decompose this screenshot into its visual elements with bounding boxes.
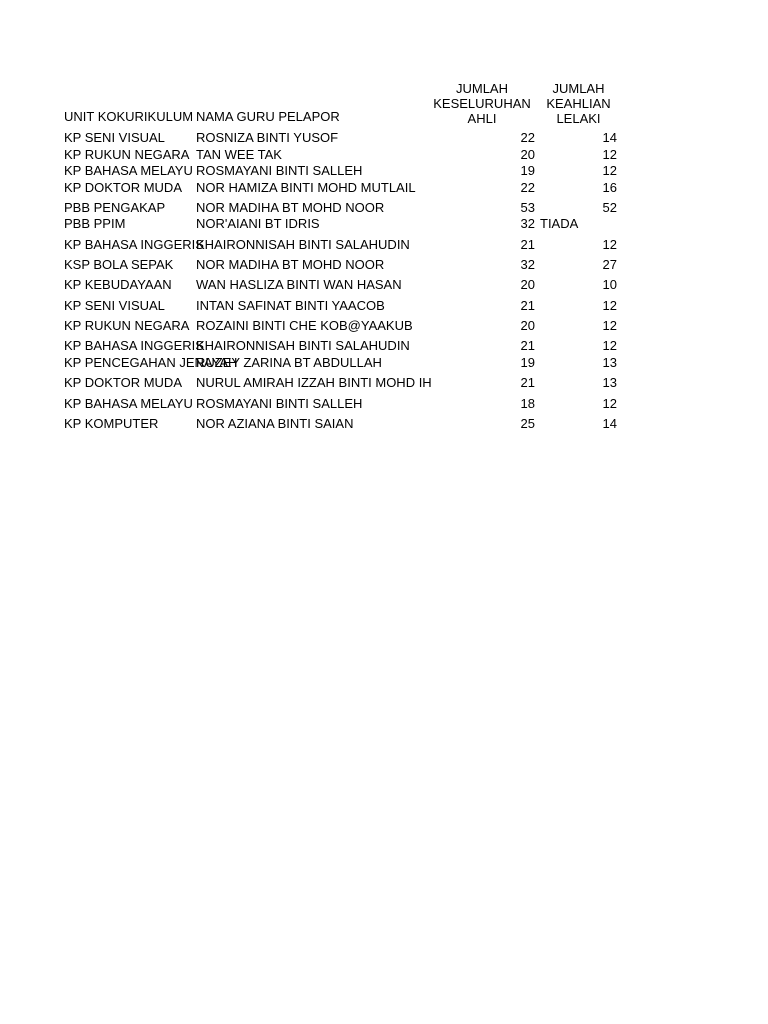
cell-jumlah-lelaki: 10 — [602, 277, 617, 292]
cell-jumlah-lelaki: 13 — [602, 355, 617, 370]
cell-unit-kokurikulum: PBB PENGAKAP — [64, 200, 166, 215]
cell-unit-kokurikulum: KP SENI VISUAL — [64, 130, 165, 145]
cell-nama-guru: NOR HAMIZA BINTI MOHD MUTLAIL — [196, 180, 416, 195]
cell-unit-kokurikulum: KP RUKUN NEGARA — [64, 147, 190, 162]
cell-nama-guru: TAN WEE TAK — [196, 147, 282, 162]
cell-unit-kokurikulum: KP DOKTOR MUDA — [64, 375, 182, 390]
cell-jumlah-lelaki: 12 — [602, 396, 617, 411]
cell-jumlah-lelaki: 14 — [602, 416, 617, 431]
cell-nama-guru: NOR MADIHA BT MOHD NOOR — [196, 257, 385, 272]
cell-jumlah-ahli: 21 — [520, 298, 535, 313]
header-jumlah-keahlian-lelaki — [540, 81, 617, 126]
cell-jumlah-ahli: 21 — [520, 338, 535, 353]
cell-unit-kokurikulum: KP DOKTOR MUDA — [64, 180, 182, 195]
cell-unit-kokurikulum: KP SENI VISUAL — [64, 298, 165, 313]
cell-jumlah-ahli: 19 — [520, 355, 535, 370]
header-jumlah-keseluruhan-ahli — [430, 81, 534, 126]
cell-jumlah-lelaki: 12 — [602, 147, 617, 162]
cell-unit-kokurikulum: KSP BOLA SEPAK — [64, 257, 174, 272]
cell-jumlah-ahli: 25 — [520, 416, 535, 431]
cell-jumlah-ahli: 22 — [520, 130, 535, 145]
cell-jumlah-ahli: 19 — [520, 163, 535, 178]
cell-unit-kokurikulum: KP KEBUDAYAAN — [64, 277, 172, 292]
cell-jumlah-lelaki: 12 — [602, 298, 617, 313]
cell-jumlah-lelaki: 52 — [602, 200, 617, 215]
cell-jumlah-ahli: 22 — [520, 180, 535, 195]
cell-jumlah-lelaki: 16 — [602, 180, 617, 195]
cell-nama-guru: ROSMAYANI BINTI SALLEH — [196, 163, 363, 178]
header-line: JUMLAH — [455, 81, 508, 96]
cell-jumlah-lelaki: TIADA — [540, 216, 579, 231]
cell-jumlah-ahli: 32 — [520, 257, 535, 272]
header-nama-guru-pelapor: NAMA GURU PELAPOR — [196, 109, 340, 124]
cell-jumlah-ahli: 53 — [520, 200, 535, 215]
cell-jumlah-ahli: 32 — [520, 216, 535, 231]
cell-unit-kokurikulum: KP KOMPUTER — [64, 416, 159, 431]
cell-nama-guru: KHAIRONNISAH BINTI SALAHUDIN — [196, 338, 410, 353]
cell-unit-kokurikulum: KP RUKUN NEGARA — [64, 318, 190, 333]
cell-jumlah-ahli: 18 — [520, 396, 535, 411]
header-line: LELAKI — [556, 111, 601, 126]
cell-nama-guru: ROSNIZA BINTI YUSOF — [196, 130, 339, 145]
header-line: JUMLAH — [552, 81, 605, 96]
cell-jumlah-ahli: 21 — [520, 375, 535, 390]
cell-nama-guru: INTAN SAFINAT BINTI YAACOB — [196, 298, 385, 313]
header-line: KEAHLIAN — [546, 96, 611, 111]
cell-jumlah-lelaki: 13 — [602, 375, 617, 390]
cell-unit-kokurikulum: KP BAHASA MELAYU — [64, 163, 193, 178]
cell-nama-guru: ROSMAYANI BINTI SALLEH — [196, 396, 363, 411]
cell-nama-guru: NOR MADIHA BT MOHD NOOR — [196, 200, 385, 215]
header-line: AHLI — [467, 111, 497, 126]
cell-jumlah-lelaki: 14 — [602, 130, 617, 145]
header-unit-kokurikulum: UNIT KOKURIKULUM — [64, 109, 194, 124]
cell-nama-guru: NURUL AMIRAH IZZAH BINTI MOHD IH — [196, 375, 432, 390]
cell-nama-guru: NOR AZIANA BINTI SAIAN — [196, 416, 354, 431]
cell-jumlah-lelaki: 27 — [602, 257, 617, 272]
cell-jumlah-lelaki: 12 — [602, 163, 617, 178]
cell-nama-guru: NOR'AIANI BT IDRIS — [196, 216, 320, 231]
cell-nama-guru: KHAIRONNISAH BINTI SALAHUDIN — [196, 237, 410, 252]
cell-jumlah-lelaki: 12 — [602, 338, 617, 353]
cell-unit-kokurikulum: KP BAHASA INGGERIS — [64, 237, 204, 252]
cell-jumlah-ahli: 20 — [520, 318, 535, 333]
cell-unit-kokurikulum: PBB PPIM — [64, 216, 126, 231]
cell-nama-guru: WAN HASLIZA BINTI WAN HASAN — [196, 277, 402, 292]
cell-unit-kokurikulum: KP BAHASA MELAYU — [64, 396, 193, 411]
cell-unit-kokurikulum: KP PENCEGAHAN JENAYAH — [64, 355, 238, 370]
cell-nama-guru: ROZAINI BINTI CHE KOB@YAAKUB — [196, 318, 413, 333]
cell-unit-kokurikulum: KP BAHASA INGGERIS — [64, 338, 204, 353]
cell-jumlah-ahli: 20 — [520, 277, 535, 292]
cell-jumlah-lelaki: 12 — [602, 318, 617, 333]
cell-jumlah-lelaki: 12 — [602, 237, 617, 252]
header-line: KESELURUHAN — [433, 96, 531, 111]
cell-nama-guru: RUZEY ZARINA BT ABDULLAH — [196, 355, 382, 370]
cell-jumlah-ahli: 20 — [520, 147, 535, 162]
cell-jumlah-ahli: 21 — [520, 237, 535, 252]
